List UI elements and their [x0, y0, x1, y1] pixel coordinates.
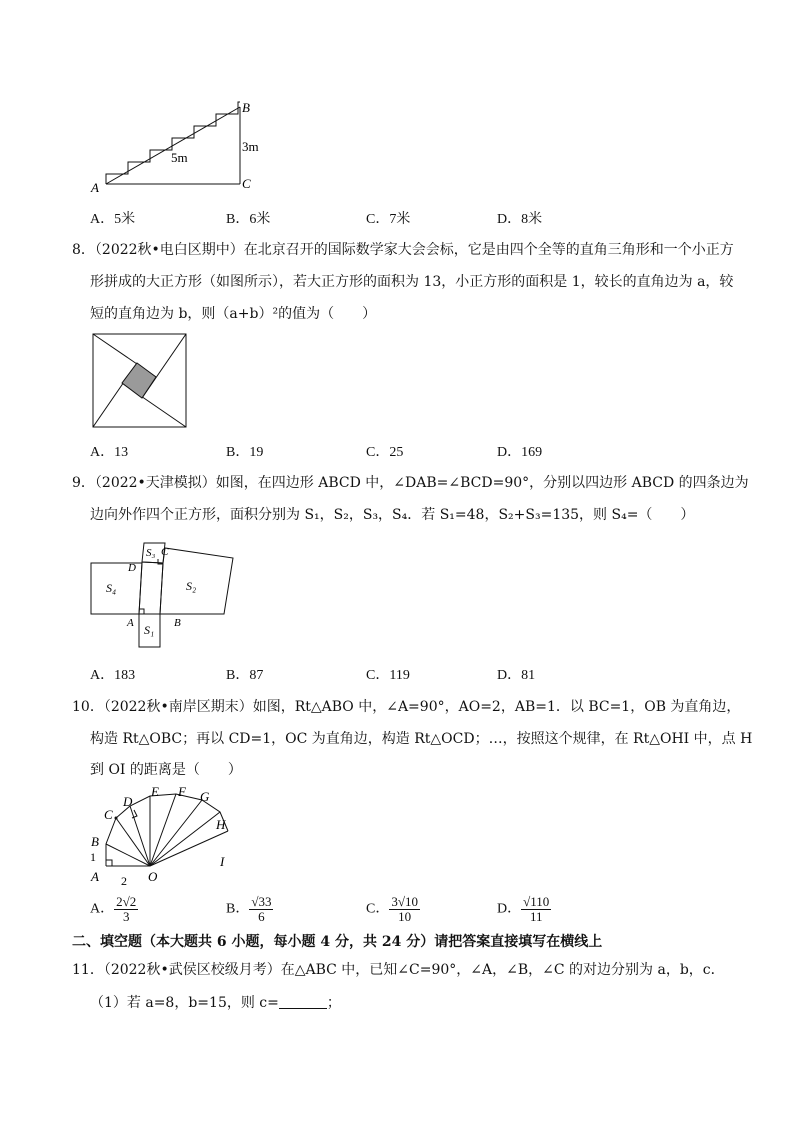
- q8-stem-line2: 形拼成的大正方形（如图所示），若大正方形的面积为 13，小正方形的面积是 1，较长的直角边为 a，较: [90, 274, 734, 290]
- q9-option-c: C．119: [366, 668, 410, 683]
- q8-option-d: D．169: [497, 445, 543, 460]
- q10-label-h: H: [216, 817, 226, 832]
- q7-option-b: B．6米: [226, 212, 271, 227]
- q9-option-d: D．81: [497, 668, 536, 683]
- q9-stem-line1: 9．（2022•天津模拟）如图，在四边形 ABCD 中，∠DAB=∠BCD=90°，分别以四边形 ABCD 的四条边为: [72, 475, 749, 491]
- q7-option-d: D．8米: [497, 212, 543, 227]
- q9-label-s3: S₃: [146, 547, 156, 559]
- q10-option-b: [226, 895, 273, 924]
- q7-label-b: B: [242, 100, 250, 115]
- q7-label-hyp: 5m: [171, 150, 188, 165]
- q10-option-d-fraction: [521, 895, 551, 924]
- q10-option-d-num: √110: [523, 894, 550, 909]
- q8-option-b: B．19: [226, 445, 264, 460]
- q10-label-d: D: [123, 794, 133, 809]
- q10-label-e: E: [151, 784, 159, 799]
- q7-staircase-figure: [88, 96, 278, 196]
- q10-option-d: [497, 895, 551, 924]
- q10-option-c-num: 3√10: [391, 894, 418, 909]
- q8-stem-line3: 短的直角边为 b，则（a+b）²的值为（ ）: [90, 306, 377, 322]
- q11-sub1-prefix: （1）若 a=8，b=15，则 c=: [90, 995, 279, 1011]
- q10-option-a-fraction: [114, 895, 138, 924]
- q9-label-c: C: [161, 546, 169, 558]
- q7-label-side: 3m: [242, 139, 259, 154]
- q10-label-f: F: [178, 784, 186, 799]
- q10-option-b-den: 6: [258, 909, 265, 924]
- q10-stem-line1: 10．（2022秋•南岸区期末）如图，Rt△ABO 中，∠A=90°，AO=2，AB=1．以 BC=1，OB 为直角边，: [72, 699, 741, 715]
- q10-option-a-num: 2√2: [116, 894, 137, 909]
- q10-label-i: I: [220, 854, 225, 869]
- q11-answer-blank[interactable]: [279, 994, 327, 1009]
- q10-option-c-den: 10: [398, 909, 412, 924]
- q9-label-d: D: [128, 562, 136, 574]
- q9-label-b: B: [174, 617, 181, 629]
- q10-spiral-figure: [86, 784, 246, 888]
- q11-stem-line1: 11．（2022秋•武侯区校级月考）在△ABC 中，已知∠C=90°，∠A，∠B，∠C 的对边分别为 a，b，c．: [72, 962, 725, 978]
- q7-label-c: C: [242, 176, 251, 191]
- q10-label-g: G: [200, 789, 210, 804]
- q10-label-o: O: [148, 869, 158, 884]
- q10-option-a-den: 3: [122, 909, 130, 924]
- q9-option-a: A．183: [90, 668, 136, 683]
- q10-option-b-fraction: [249, 895, 273, 924]
- q10-label-two: 2: [121, 874, 127, 888]
- q10-option-b-num: √33: [251, 894, 272, 909]
- q9-label-s1: S₁: [144, 623, 155, 637]
- q8-zhao-shuang-figure: [92, 333, 188, 429]
- q10-stem-line2: 构造 Rt△OBC；再以 CD=1，OC 为直角边，构造 Rt△OCD；…，按照这个规律，在 Rt△OHI 中，点 H: [90, 731, 753, 747]
- q8-stem-line1: 8．（2022秋•电白区期中）在北京召开的国际数学家大会会标，它是由四个全等的直角三角形和一个小正方: [72, 242, 734, 258]
- q9-option-b: B．87: [226, 668, 264, 683]
- q10-option-a: [90, 895, 138, 924]
- q9-label-a: A: [127, 617, 134, 629]
- q10-option-c-fraction: [389, 895, 420, 924]
- q10-option-b-prefix: B．: [226, 901, 250, 917]
- q8-option-a: A．13: [90, 445, 129, 460]
- q10-label-c: C: [104, 807, 113, 822]
- q10-option-c: [366, 895, 420, 924]
- q9-label-s4: S₄: [106, 581, 117, 595]
- q10-option-d-prefix: D．: [497, 901, 522, 917]
- q10-option-a-prefix: A．: [90, 901, 115, 917]
- q10-label-a: A: [91, 869, 99, 884]
- q7-option-c: C．7米: [366, 212, 411, 227]
- q10-stem-line3: 到 OI 的距离是（ ）: [90, 762, 242, 778]
- q11-sub1: [90, 993, 341, 1013]
- q9-stem-line2: 边向外作四个正方形，面积分别为 S₁，S₂，S₃，S₄．若 S₁=48，S₂+S₃=135，则 S₄=（ ）: [90, 507, 695, 523]
- q11-sub1-suffix: ；: [326, 995, 341, 1011]
- section2-heading: 二、填空题（本大题共 6 小题，每小题 4 分，共 24 分）请把答案直接填写在横线上: [72, 934, 603, 950]
- q9-label-s2: S₂: [186, 579, 197, 593]
- q7-label-a: A: [91, 180, 99, 195]
- q10-option-d-den: 11: [529, 909, 543, 924]
- q10-label-one: 1: [90, 850, 96, 864]
- q10-option-c-prefix: C．: [366, 901, 390, 917]
- q8-option-c: C．25: [366, 445, 404, 460]
- q7-option-a: A．5米: [90, 212, 136, 227]
- q9-squares-figure: [88, 540, 258, 652]
- q10-label-b: B: [91, 834, 99, 849]
